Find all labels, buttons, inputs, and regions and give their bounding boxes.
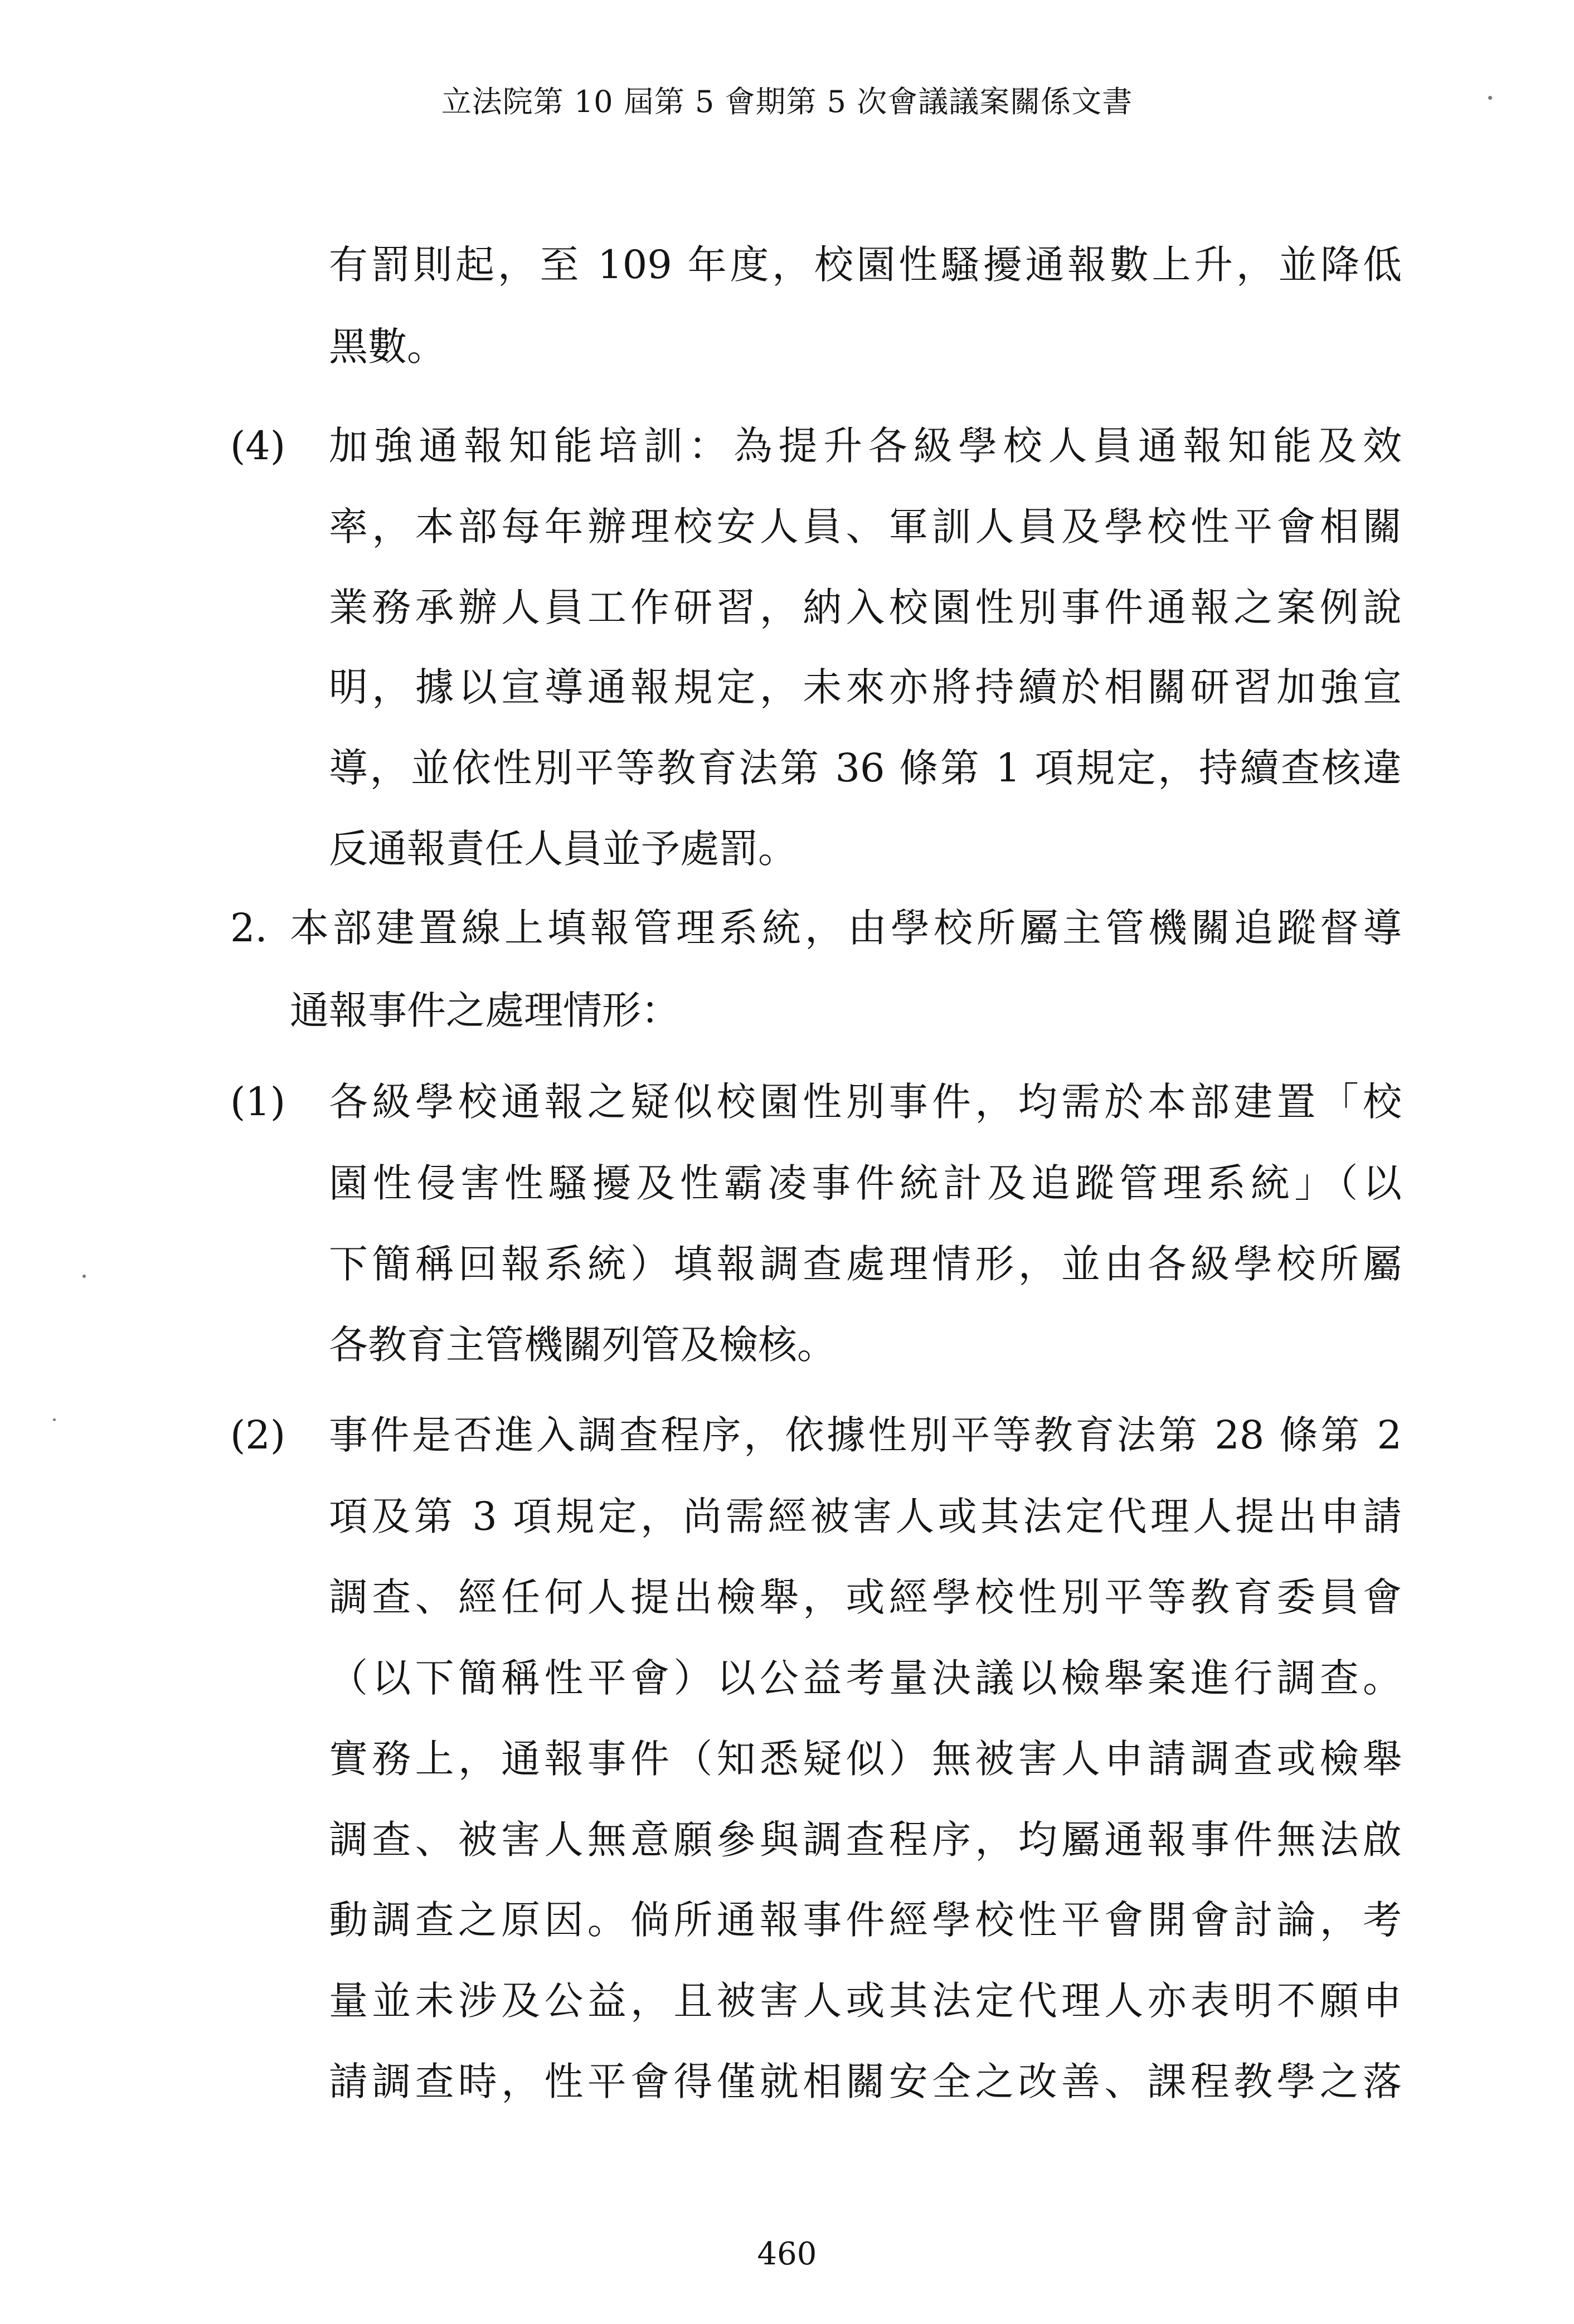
scan-speck xyxy=(1488,96,1492,100)
body-line: 反通報責任人員並予處罰。 xyxy=(329,826,797,872)
item-label: (4) xyxy=(230,423,286,469)
body-line: 動調查之原因。倘所通報事件經學校性平會開會討論，考 xyxy=(329,1897,1402,1943)
body-line: 量並未涉及公益，且被害人或其法定代理人亦表明不願申 xyxy=(329,1978,1402,2024)
body-line: 本部建置線上填報管理系統，由學校所屬主管機關追蹤督導 xyxy=(290,905,1402,951)
body-line: 黑數。 xyxy=(329,324,446,369)
body-line: 導，並依性別平等教育法第 36 條第 1 項規定，持續查核違 xyxy=(329,745,1402,791)
item-label: (1) xyxy=(230,1079,286,1125)
body-line: 各教育主管機關列管及檢核。 xyxy=(329,1322,836,1368)
body-line: 率，本部每年辦理校安人員、軍訓人員及學校性平會相關 xyxy=(329,504,1402,550)
body-line: 下簡稱回報系統）填報調查處理情形，並由各級學校所屬 xyxy=(329,1241,1402,1287)
body-line: 事件是否進入調查程序，依據性別平等教育法第 28 條第 2 xyxy=(329,1412,1402,1458)
item-label: (2) xyxy=(230,1412,286,1458)
body-line: 通報事件之處理情形： xyxy=(290,988,680,1033)
body-line: 有罰則起，至 109 年度，校園性騷擾通報數上升，並降低 xyxy=(329,242,1402,288)
body-line: 項及第 3 項規定，尚需經被害人或其法定代理人提出申請 xyxy=(329,1494,1402,1539)
body-line: 明，據以宣導通報規定，未來亦將持續於相關研習加強宣 xyxy=(329,664,1402,710)
body-line: 加強通報知能培訓：為提升各級學校人員通報知能及效 xyxy=(329,423,1402,469)
body-line: 請調查時，性平會得僅就相關安全之改善、課程教學之落 xyxy=(329,2059,1402,2104)
document-header: 立法院第 10 屆第 5 會期第 5 次會議議案關係文書 xyxy=(441,84,1133,119)
body-line: 園性侵害性騷擾及性霸凌事件統計及追蹤管理系統」（以 xyxy=(329,1160,1402,1206)
scan-speck xyxy=(82,1275,86,1278)
body-line: 各級學校通報之疑似校園性別事件，均需於本部建置「校 xyxy=(329,1079,1402,1125)
scan-speck xyxy=(53,1418,56,1421)
body-line: （以下簡稱性平會）以公益考量決議以檢舉案進行調查。 xyxy=(329,1655,1402,1701)
section-label: 2. xyxy=(230,905,268,951)
body-line: 調查、被害人無意願參與調查程序，均屬通報事件無法啟 xyxy=(329,1817,1402,1863)
body-line: 業務承辦人員工作研習，納入校園性別事件通報之案例說 xyxy=(329,585,1402,630)
body-line: 調查、經任何人提出檢舉，或經學校性別平等教育委員會 xyxy=(329,1574,1402,1620)
page-number: 460 xyxy=(757,2236,817,2272)
body-line: 實務上，通報事件（知悉疑似）無被害人申請調查或檢舉 xyxy=(329,1736,1402,1782)
